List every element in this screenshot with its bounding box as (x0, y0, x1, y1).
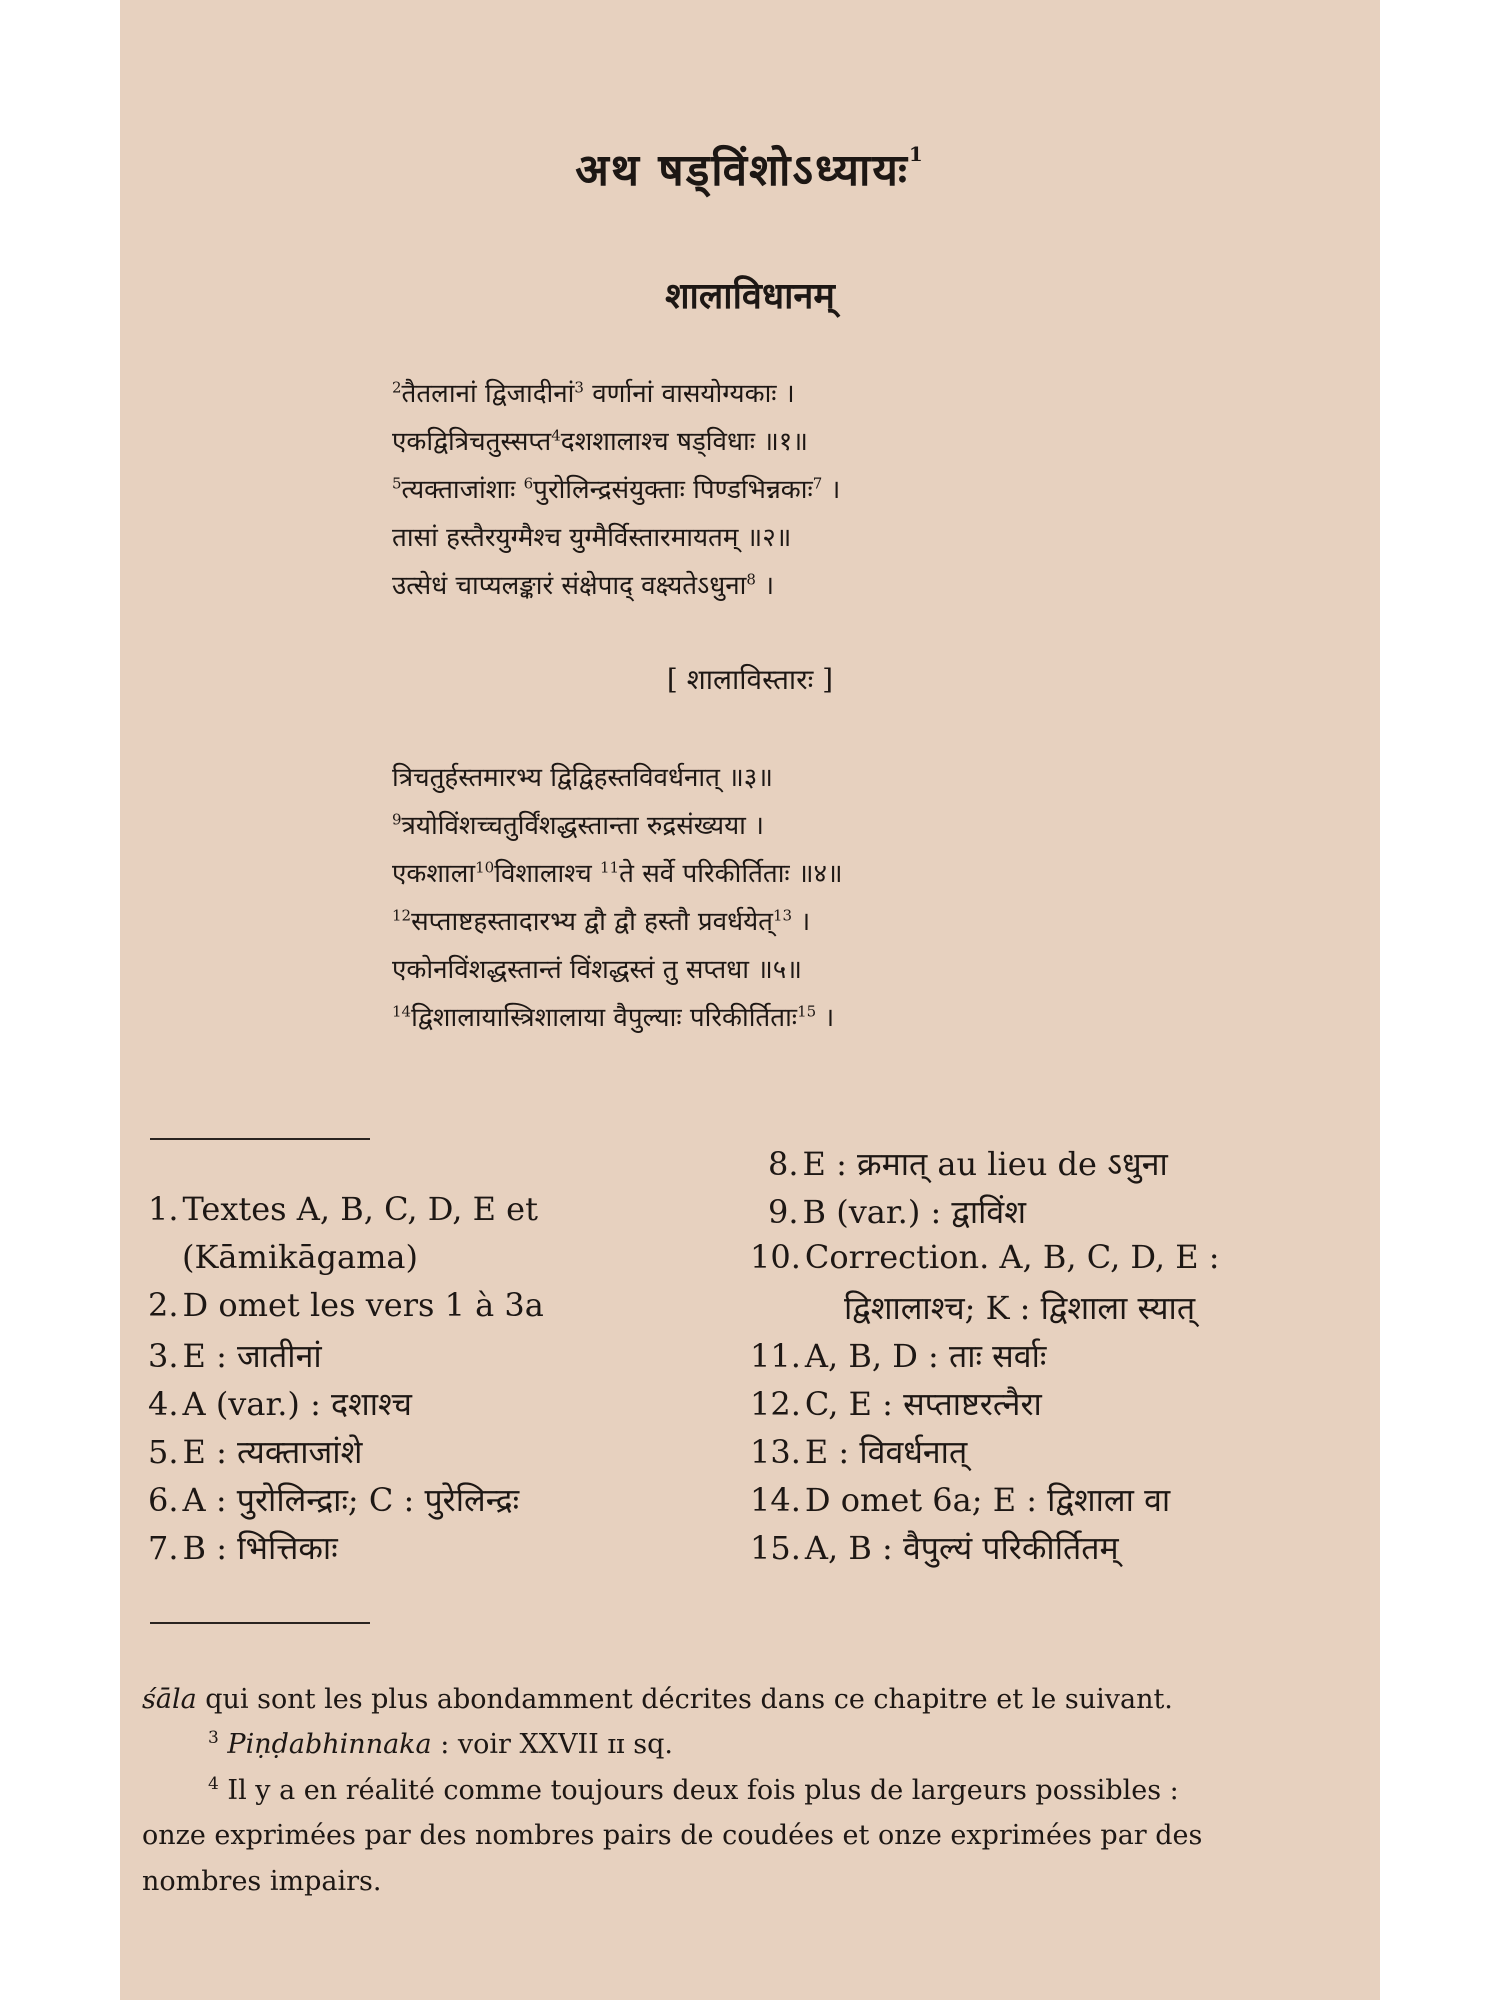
footnote: 11. A, B, D : ताः सर्वाः (750, 1337, 1047, 1375)
footnote: 8. E : क्रमात् au lieu de ऽधुना (768, 1145, 1168, 1183)
footnote: 1. Textes A, B, C, D, E et (148, 1190, 538, 1228)
footnote: 6. A : पुरोलिन्द्राः; C : पुरेलिन्द्रः (148, 1481, 520, 1519)
footnote: 14. D omet 6a; E : द्विशाला वा (750, 1481, 1171, 1519)
footnote: 3. E : जातीनां (148, 1337, 322, 1375)
footnote: 7. B : भित्तिकाः (148, 1529, 338, 1567)
verse-line: तासां हस्तैरयुग्मैश्च युग्मैर्विस्तारमायतम् ॥२॥ (392, 523, 792, 553)
chapter-subtitle: शालाविधानम् (665, 275, 835, 317)
translation-note: śāla qui sont les plus abondamment décrites dans ce chapitre et le suivant. (142, 1684, 1173, 1715)
verse-line: एकद्वित्रिचतुस्सप्त$^4$दशशालाश्च षड्विधाः ॥१॥ (392, 426, 808, 457)
verse-line: उत्सेधं चाप्यलङ्कारं संक्षेपाद् वक्ष्यतेऽधुना$^8$ । (392, 570, 775, 601)
footnote-rule (150, 1622, 370, 1624)
verse-line: त्रिचतुर्हस्तमारभ्य द्विद्विहस्तविवर्धनात् ॥३॥ (392, 763, 773, 793)
footnote: द्विशालाश्च; K : द्विशाला स्यात् (844, 1289, 1196, 1327)
translation-note: $^4$ Il y a en réalité comme toujours deux fois plus de largeurs possibles : (208, 1774, 1179, 1806)
chapter-title: अथ षड्विंशोऽध्यायः$^1$ (575, 142, 925, 196)
verse-line: $^2$तैतलानां द्विजादीनां$^3$ वर्णानां वासयोग्यकाः । (392, 378, 795, 409)
footnote: 13. E : विवर्धनात् (750, 1433, 968, 1471)
section-heading: [ शालाविस्तारः ] (666, 663, 834, 696)
footnote: 15. A, B : वैपुल्यं परिकीर्तितम् (750, 1529, 1119, 1567)
footnote-rule (150, 1138, 370, 1140)
footnote: 9. B (var.) : द्वाविंश (768, 1193, 1026, 1231)
chapter-title-note: 1 (908, 142, 925, 166)
footnote: 10. Correction. A, B, C, D, E : (750, 1238, 1220, 1276)
verse-line: $^{14}$द्विशालायास्त्रिशालाया वैपुल्याः परिकीर्तिताः$^{15}$ । (392, 1002, 835, 1033)
footnote: 2. D omet les vers 1 à 3a (148, 1286, 544, 1324)
verse-line: एकशाला$^{10}$विशालाश्च $^{11}$ते सर्वे परिकीर्तिताः ॥४॥ (392, 858, 843, 889)
footnote: (Kāmikāgama) (182, 1238, 418, 1276)
verse-line: $^9$त्रयोविंशच्चतुर्विंशद्धस्तान्ता रुद्रसंख्यया । (392, 810, 765, 841)
footnote: 4. A (var.) : दशाश्च (148, 1385, 412, 1423)
verse-line: $^{12}$सप्ताष्टहस्तादारभ्य द्वौ द्वौ हस्तौ प्रवर्धयेत्$^{13}$ । (392, 906, 811, 937)
footnote: 5. E : त्यक्ताजांशे (148, 1433, 363, 1471)
verse-line: $^5$त्यक्ताजांशाः $^6$पुरोलिन्द्रसंयुक्ताः पिण्डभिन्नकाः$^7$ । (392, 474, 841, 505)
verse-line: एकोनविंशद्धस्तान्तं विंशद्धस्तं तु सप्तधा ॥५॥ (392, 955, 802, 985)
footnote: 12. C, E : सप्ताष्टरत्नैरा (750, 1385, 1042, 1423)
translation-note: nombres impairs. (142, 1866, 382, 1897)
translation-note: onze exprimées par des nombres pairs de coudées et onze exprimées par des (142, 1820, 1203, 1851)
book-page (120, 0, 1380, 2000)
translation-note: $^3$ Piṇḍabhinnaka : voir XXVII ɪɪ sq. (208, 1728, 673, 1760)
